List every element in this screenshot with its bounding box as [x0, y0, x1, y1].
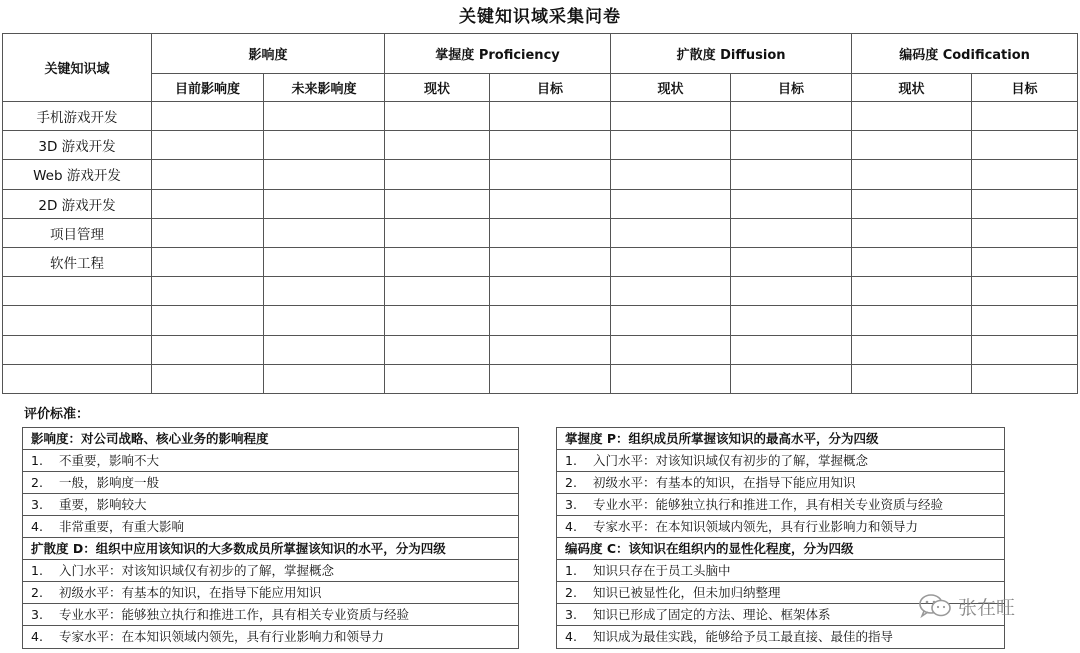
table-cell[interactable] [731, 189, 852, 218]
table-cell[interactable] [611, 160, 731, 189]
row-label[interactable] [3, 277, 152, 306]
row-label: 3D 游戏开发 [3, 131, 152, 160]
row-label[interactable] [3, 364, 152, 393]
table-cell[interactable] [264, 189, 385, 218]
table-cell[interactable] [490, 277, 611, 306]
header-proficiency: 掌握度 Proficiency [385, 34, 611, 74]
list-item: 1. 入门水平：对该知识域仅有初步的了解，掌握概念 [23, 560, 518, 582]
table-cell[interactable] [385, 277, 490, 306]
table-row [3, 306, 1078, 335]
table-cell[interactable] [611, 247, 731, 276]
table-cell[interactable] [972, 247, 1078, 276]
subheader-codification-target: 目标 [972, 74, 1078, 102]
page-title: 关键知识域采集问卷 [459, 7, 621, 27]
table-cell[interactable] [852, 277, 972, 306]
subheader-codification-current: 现状 [852, 74, 972, 102]
list-item: 3. 重要，影响较大 [23, 494, 518, 516]
table-cell[interactable] [972, 335, 1078, 364]
table-cell[interactable] [852, 247, 972, 276]
table-cell[interactable] [152, 277, 264, 306]
list-item: 2. 初级水平：有基本的知识，在指导下能应用知识 [23, 582, 518, 604]
table-cell[interactable] [731, 247, 852, 276]
table-cell[interactable] [490, 364, 611, 393]
table-cell[interactable] [852, 364, 972, 393]
table-row [3, 335, 1078, 364]
table-cell[interactable] [385, 131, 490, 160]
subheader-proficiency-target: 目标 [490, 74, 611, 102]
table-cell[interactable] [152, 189, 264, 218]
header-impact: 影响度 [152, 34, 385, 74]
table-cell[interactable] [490, 102, 611, 131]
table-cell[interactable] [385, 306, 490, 335]
row-label: 手机游戏开发 [3, 102, 152, 131]
table-cell[interactable] [852, 189, 972, 218]
table-cell[interactable] [852, 335, 972, 364]
table-cell[interactable] [385, 189, 490, 218]
table-cell[interactable] [385, 364, 490, 393]
table-cell[interactable] [385, 160, 490, 189]
table-cell[interactable] [152, 102, 264, 131]
table-cell[interactable] [152, 218, 264, 247]
table-cell[interactable] [972, 364, 1078, 393]
table-cell[interactable] [152, 131, 264, 160]
row-label: 项目管理 [3, 218, 152, 247]
list-item: 4. 知识成为最佳实践，能够给予员工最直接、最佳的指导 [565, 629, 894, 644]
table-cell[interactable] [731, 218, 852, 247]
table-cell[interactable] [852, 306, 972, 335]
table-cell[interactable] [385, 102, 490, 131]
table-cell[interactable] [152, 160, 264, 189]
table-cell[interactable] [490, 218, 611, 247]
row-label[interactable] [3, 306, 152, 335]
table-cell[interactable] [611, 277, 731, 306]
table-cell[interactable] [385, 247, 490, 276]
list-item: 3. 知识已形成了固定的方法、理论、框架体系 [557, 604, 1004, 626]
impact-title: 影响度：对公司战略、核心业务的影响程度 [23, 428, 518, 450]
table-cell[interactable] [731, 335, 852, 364]
table-row [3, 189, 1078, 218]
list-item: 3. 专业水平：能够独立执行和推进工作，具有相关专业资质与经验 [23, 604, 518, 626]
table-cell[interactable] [490, 189, 611, 218]
table-row [3, 247, 1078, 276]
table-cell[interactable] [972, 306, 1078, 335]
table-cell[interactable] [731, 277, 852, 306]
table-row [3, 160, 1078, 189]
table-cell[interactable] [264, 131, 385, 160]
table-cell[interactable] [972, 189, 1078, 218]
table-cell[interactable] [731, 131, 852, 160]
row-label: 2D 游戏开发 [3, 189, 152, 218]
table-cell[interactable] [972, 218, 1078, 247]
watermark-text: 张在旺 [958, 596, 1016, 619]
table-cell[interactable] [152, 247, 264, 276]
subheader-current-impact: 目前影响度 [152, 74, 264, 102]
diffusion-title: 扩散度 D：组织中应用该知识的大多数成员所掌握该知识的水平，分为四级 [23, 538, 518, 560]
knowledge-domain-table [2, 33, 1078, 394]
subheader-diffusion-target: 目标 [731, 74, 852, 102]
table-cell[interactable] [385, 218, 490, 247]
table-cell[interactable] [385, 335, 490, 364]
wechat-icon [918, 593, 952, 619]
list-item: 2. 一般，影响度一般 [23, 472, 518, 494]
criteria-box-left [22, 427, 519, 649]
table-cell[interactable] [731, 160, 852, 189]
table-cell[interactable] [972, 160, 1078, 189]
watermark [918, 592, 1015, 620]
subheader-diffusion-current: 现状 [611, 74, 731, 102]
table-cell[interactable] [490, 131, 611, 160]
table-cell[interactable] [152, 364, 264, 393]
header-codification: 编码度 Codification [852, 34, 1078, 74]
table-cell[interactable] [264, 364, 385, 393]
row-label[interactable] [3, 335, 152, 364]
table-cell[interactable] [972, 102, 1078, 131]
criteria-heading: 评价标准： [24, 407, 90, 422]
table-cell[interactable] [264, 306, 385, 335]
table-cell[interactable] [611, 218, 731, 247]
table-row [3, 218, 1078, 247]
table-cell[interactable] [490, 335, 611, 364]
row-label: 软件工程 [3, 247, 152, 276]
table-cell[interactable] [611, 189, 731, 218]
table-cell[interactable] [731, 306, 852, 335]
list-item: 1. 知识只存在于员工头脑中 [557, 560, 1004, 582]
table-cell[interactable] [731, 364, 852, 393]
table-cell[interactable] [264, 277, 385, 306]
header-diffusion: 扩散度 Diffusion [611, 34, 852, 74]
table-cell[interactable] [611, 306, 731, 335]
table-cell[interactable] [852, 131, 972, 160]
table-cell[interactable] [264, 102, 385, 131]
table-cell[interactable] [264, 247, 385, 276]
table-row [3, 131, 1078, 160]
table-row [3, 102, 1078, 131]
list-item: 1. 不重要，影响不大 [23, 450, 518, 472]
table-cell[interactable] [490, 160, 611, 189]
table-cell[interactable] [852, 102, 972, 131]
table-cell[interactable] [852, 218, 972, 247]
table-cell[interactable] [972, 277, 1078, 306]
table-cell[interactable] [264, 218, 385, 247]
list-item: 3. 专业水平：能够独立执行和推进工作，具有相关专业资质与经验 [557, 494, 1004, 516]
row-label: Web 游戏开发 [3, 160, 152, 189]
list-item: 4. 专家水平：在本知识领域内领先，具有行业影响力和领导力 [31, 629, 385, 644]
list-item: 1. 入门水平：对该知识域仅有初步的了解，掌握概念 [557, 450, 1004, 472]
header-knowledge-domain: 关键知识域 [3, 34, 152, 102]
table-cell[interactable] [264, 335, 385, 364]
subheader-proficiency-current: 现状 [385, 74, 490, 102]
table-cell[interactable] [152, 306, 264, 335]
table-cell[interactable] [852, 160, 972, 189]
table-row [3, 277, 1078, 306]
table-cell[interactable] [264, 160, 385, 189]
list-item: 4. 专家水平：在本知识领域内领先，具有行业影响力和领导力 [557, 516, 1004, 538]
table-cell[interactable] [972, 131, 1078, 160]
subheader-future-impact: 未来影响度 [264, 74, 385, 102]
table-cell[interactable] [611, 335, 731, 364]
proficiency-title: 掌握度 P：组织成员所掌握该知识的最高水平，分为四级 [557, 428, 1004, 450]
table-cell[interactable] [490, 247, 611, 276]
list-item: 2. 知识已被显性化，但未加归纳整理 [557, 582, 1004, 604]
table-cell[interactable] [611, 102, 731, 131]
table-cell[interactable] [490, 306, 611, 335]
table-cell[interactable] [611, 364, 731, 393]
table-cell[interactable] [152, 335, 264, 364]
list-item: 2. 初级水平：有基本的知识，在指导下能应用知识 [557, 472, 1004, 494]
table-row [3, 364, 1078, 393]
table-cell[interactable] [731, 102, 852, 131]
codification-title: 编码度 C：该知识在组织内的显性化程度，分为四级 [557, 538, 1004, 560]
table-cell[interactable] [611, 131, 731, 160]
list-item: 4. 非常重要，有重大影响 [23, 516, 518, 538]
